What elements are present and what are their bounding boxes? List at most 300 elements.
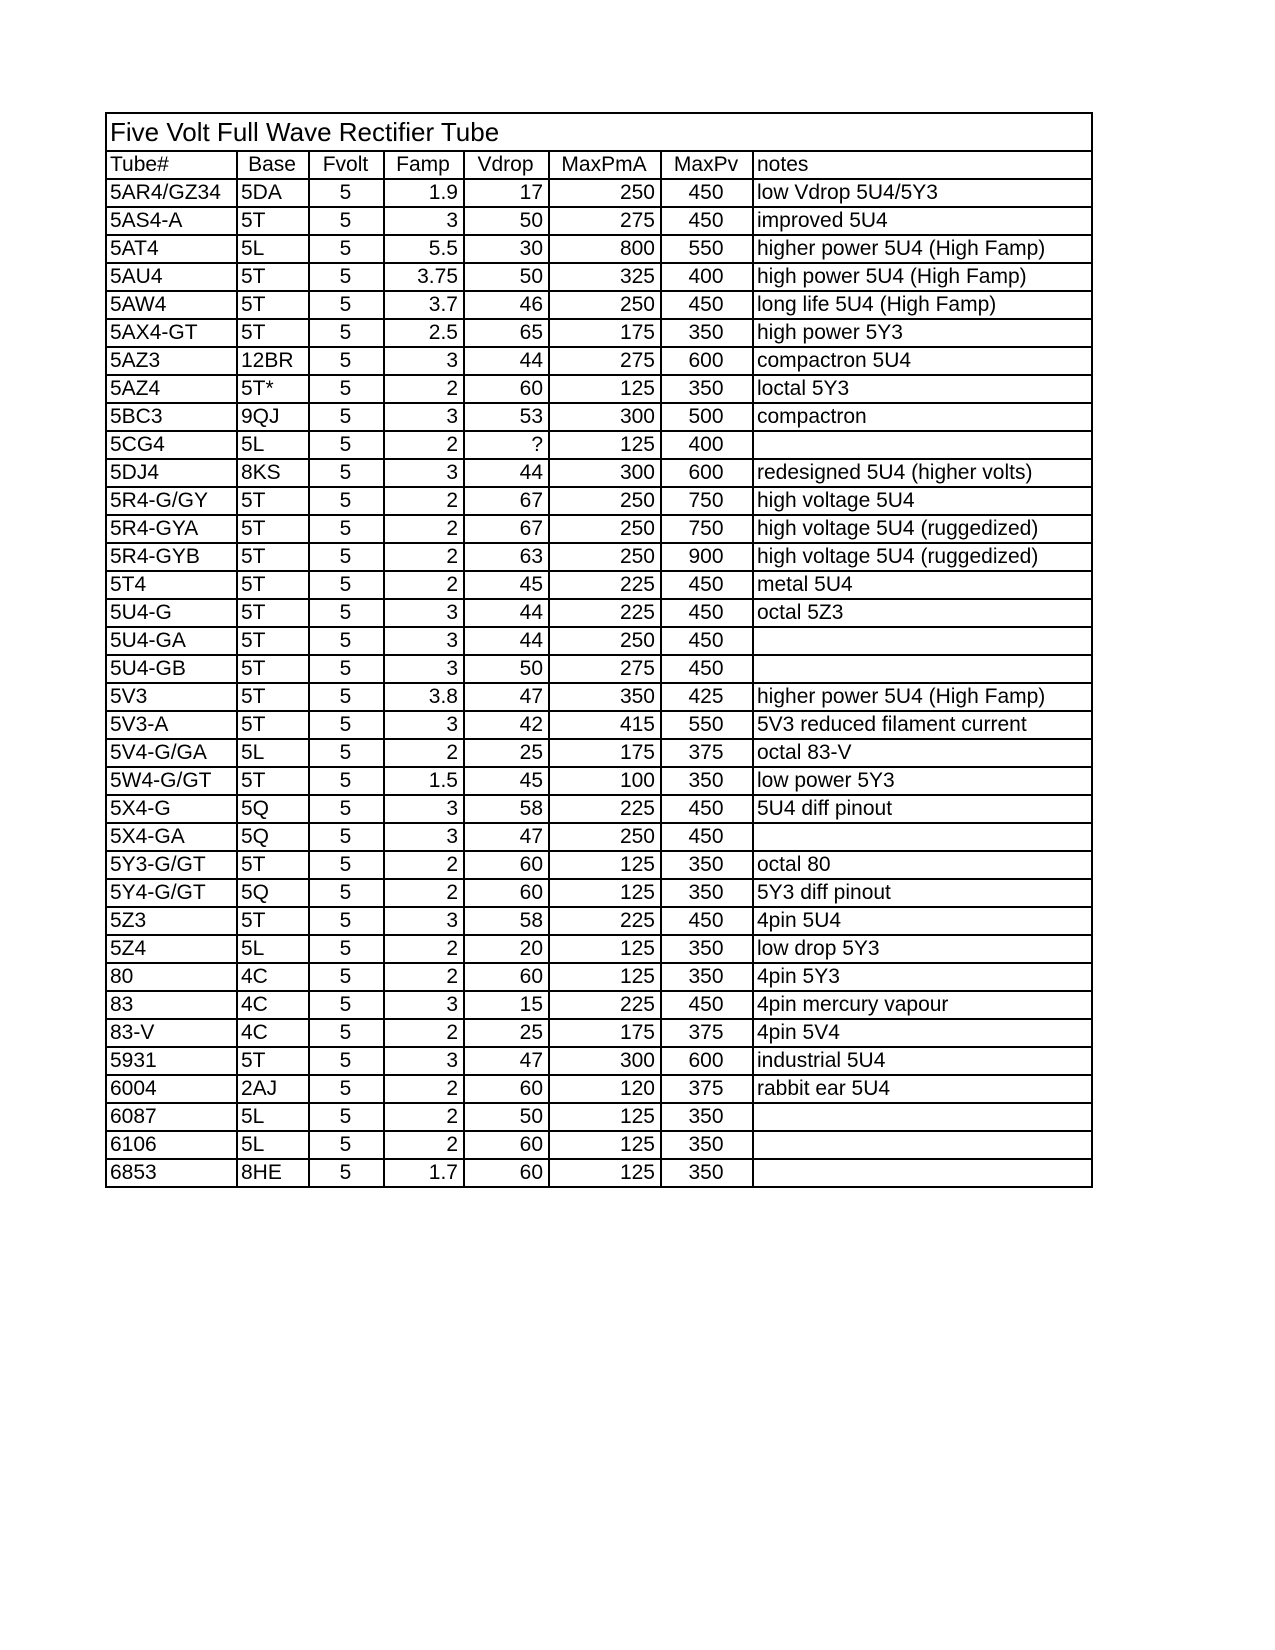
maxpma-cell: 225 [549,599,661,627]
vdrop-cell: 20 [464,935,549,963]
notes-cell: 4pin 5U4 [753,907,1092,935]
fvolt-cell: 5 [309,459,384,487]
fvolt-cell: 5 [309,543,384,571]
maxpv-cell: 600 [661,347,753,375]
vdrop-cell: 58 [464,795,549,823]
vdrop-cell: 50 [464,207,549,235]
col-header-tube: Tube# [106,151,237,179]
maxpv-cell: 600 [661,459,753,487]
notes-cell: 5V3 reduced filament current [753,711,1092,739]
maxpma-cell: 250 [549,627,661,655]
col-header-fvolt: Fvolt [309,151,384,179]
base-cell: 4C [237,991,309,1019]
base-cell: 5L [237,235,309,263]
tube-cell: 5U4-GB [106,655,237,683]
maxpma-cell: 175 [549,739,661,767]
notes-cell: 5U4 diff pinout [753,795,1092,823]
tube-cell: 5AR4/GZ34 [106,179,237,207]
table-row [106,711,1092,739]
maxpv-cell: 450 [661,795,753,823]
tube-cell: 5DJ4 [106,459,237,487]
table-row [106,263,1092,291]
fvolt-cell: 5 [309,431,384,459]
table-row [106,459,1092,487]
famp-cell: 5.5 [384,235,464,263]
table-row [106,543,1092,571]
famp-cell: 2 [384,1103,464,1131]
vdrop-cell: 47 [464,823,549,851]
vdrop-cell: 60 [464,375,549,403]
col-header-maxpv: MaxPv [661,151,753,179]
vdrop-cell: 50 [464,1103,549,1131]
tube-cell: 5R4-GYB [106,543,237,571]
tube-cell: 6106 [106,1131,237,1159]
table-row [106,571,1092,599]
tube-cell: 5W4-G/GT [106,767,237,795]
vdrop-cell: 50 [464,655,549,683]
base-cell: 5T [237,767,309,795]
vdrop-cell: ? [464,431,549,459]
fvolt-cell: 5 [309,375,384,403]
tube-cell: 5Y4-G/GT [106,879,237,907]
base-cell: 4C [237,1019,309,1047]
notes-cell: high power 5Y3 [753,319,1092,347]
table-row [106,319,1092,347]
vdrop-cell: 67 [464,515,549,543]
maxpma-cell: 125 [549,851,661,879]
base-cell: 5T* [237,375,309,403]
notes-cell: high voltage 5U4 (ruggedized) [753,515,1092,543]
notes-cell: high power 5U4 (High Famp) [753,263,1092,291]
vdrop-cell: 50 [464,263,549,291]
famp-cell: 2 [384,1131,464,1159]
tube-cell: 5U4-G [106,599,237,627]
maxpma-cell: 125 [549,1159,661,1187]
maxpma-cell: 415 [549,711,661,739]
maxpma-cell: 325 [549,263,661,291]
table-row [106,739,1092,767]
maxpv-cell: 750 [661,515,753,543]
tube-cell: 5X4-GA [106,823,237,851]
vdrop-cell: 44 [464,347,549,375]
maxpma-cell: 125 [549,431,661,459]
famp-cell: 2 [384,851,464,879]
notes-cell [753,431,1092,459]
table-row [106,515,1092,543]
header-row [106,151,1092,179]
fvolt-cell: 5 [309,1047,384,1075]
table-row [106,487,1092,515]
maxpv-cell: 350 [661,963,753,991]
fvolt-cell: 5 [309,515,384,543]
famp-cell: 3 [384,599,464,627]
vdrop-cell: 44 [464,627,549,655]
base-cell: 5T [237,599,309,627]
notes-cell [753,1159,1092,1187]
base-cell: 5L [237,935,309,963]
maxpma-cell: 250 [549,487,661,515]
vdrop-cell: 60 [464,1075,549,1103]
notes-cell [753,655,1092,683]
notes-cell: high voltage 5U4 (ruggedized) [753,543,1092,571]
rectifier-tube-table [105,112,1093,1188]
col-header-notes: notes [753,151,1092,179]
notes-cell: 4pin mercury vapour [753,991,1092,1019]
table-row [106,655,1092,683]
notes-cell: 4pin 5Y3 [753,963,1092,991]
fvolt-cell: 5 [309,347,384,375]
fvolt-cell: 5 [309,1019,384,1047]
fvolt-cell: 5 [309,963,384,991]
vdrop-cell: 44 [464,459,549,487]
maxpma-cell: 275 [549,655,661,683]
maxpv-cell: 450 [661,627,753,655]
famp-cell: 2 [384,543,464,571]
maxpma-cell: 225 [549,795,661,823]
vdrop-cell: 15 [464,991,549,1019]
notes-cell: improved 5U4 [753,207,1092,235]
famp-cell: 3.75 [384,263,464,291]
base-cell: 9QJ [237,403,309,431]
maxpv-cell: 550 [661,711,753,739]
famp-cell: 3.8 [384,683,464,711]
famp-cell: 2 [384,1019,464,1047]
base-cell: 5T [237,487,309,515]
famp-cell: 2 [384,739,464,767]
famp-cell: 3 [384,991,464,1019]
table-row [106,907,1092,935]
famp-cell: 2 [384,1075,464,1103]
base-cell: 8KS [237,459,309,487]
table-row [106,935,1092,963]
vdrop-cell: 46 [464,291,549,319]
table-row [106,795,1092,823]
base-cell: 5T [237,627,309,655]
fvolt-cell: 5 [309,907,384,935]
maxpv-cell: 350 [661,879,753,907]
table-row [106,963,1092,991]
base-cell: 12BR [237,347,309,375]
maxpma-cell: 250 [549,515,661,543]
notes-cell [753,1103,1092,1131]
maxpma-cell: 120 [549,1075,661,1103]
fvolt-cell: 5 [309,291,384,319]
famp-cell: 2 [384,935,464,963]
notes-cell: higher power 5U4 (High Famp) [753,683,1092,711]
vdrop-cell: 44 [464,599,549,627]
tube-cell: 5AW4 [106,291,237,319]
base-cell: 4C [237,963,309,991]
base-cell: 5T [237,207,309,235]
table-row [106,1047,1092,1075]
tube-cell: 5R4-GYA [106,515,237,543]
table-row [106,1159,1092,1187]
base-cell: 5Q [237,795,309,823]
table-body [106,179,1092,1187]
fvolt-cell: 5 [309,935,384,963]
maxpv-cell: 400 [661,431,753,459]
table-title: Five Volt Full Wave Rectifier Tube [105,112,1093,150]
maxpv-cell: 900 [661,543,753,571]
notes-cell: high voltage 5U4 [753,487,1092,515]
table-row [106,683,1092,711]
maxpv-cell: 425 [661,683,753,711]
vdrop-cell: 67 [464,487,549,515]
notes-cell: low Vdrop 5U4/5Y3 [753,179,1092,207]
maxpv-cell: 350 [661,319,753,347]
maxpv-cell: 350 [661,1131,753,1159]
vdrop-cell: 25 [464,1019,549,1047]
famp-cell: 3 [384,907,464,935]
fvolt-cell: 5 [309,1075,384,1103]
table-row [106,207,1092,235]
table-row [106,1131,1092,1159]
fvolt-cell: 5 [309,319,384,347]
fvolt-cell: 5 [309,739,384,767]
notes-cell: compactron 5U4 [753,347,1092,375]
maxpv-cell: 350 [661,1103,753,1131]
notes-cell [753,1131,1092,1159]
fvolt-cell: 5 [309,1131,384,1159]
fvolt-cell: 5 [309,823,384,851]
tube-cell: 5Z4 [106,935,237,963]
maxpma-cell: 250 [549,543,661,571]
vdrop-cell: 47 [464,1047,549,1075]
base-cell: 8HE [237,1159,309,1187]
vdrop-cell: 60 [464,851,549,879]
maxpma-cell: 125 [549,963,661,991]
notes-cell: low drop 5Y3 [753,935,1092,963]
famp-cell: 1.7 [384,1159,464,1187]
maxpv-cell: 350 [661,935,753,963]
maxpma-cell: 300 [549,403,661,431]
vdrop-cell: 65 [464,319,549,347]
famp-cell: 2 [384,879,464,907]
base-cell: 5L [237,1131,309,1159]
vdrop-cell: 47 [464,683,549,711]
maxpma-cell: 125 [549,879,661,907]
notes-cell: redesigned 5U4 (higher volts) [753,459,1092,487]
table-row [106,403,1092,431]
notes-cell: octal 83-V [753,739,1092,767]
maxpma-cell: 275 [549,207,661,235]
fvolt-cell: 5 [309,879,384,907]
fvolt-cell: 5 [309,179,384,207]
tube-cell: 5V3-A [106,711,237,739]
table-row [106,627,1092,655]
maxpma-cell: 225 [549,991,661,1019]
col-header-famp: Famp [384,151,464,179]
maxpv-cell: 750 [661,487,753,515]
famp-cell: 2 [384,515,464,543]
maxpma-cell: 125 [549,375,661,403]
vdrop-cell: 60 [464,963,549,991]
famp-cell: 3 [384,459,464,487]
base-cell: 5DA [237,179,309,207]
maxpma-cell: 100 [549,767,661,795]
maxpma-cell: 800 [549,235,661,263]
famp-cell: 3 [384,403,464,431]
fvolt-cell: 5 [309,599,384,627]
notes-cell: 4pin 5V4 [753,1019,1092,1047]
vdrop-cell: 45 [464,571,549,599]
fvolt-cell: 5 [309,711,384,739]
maxpma-cell: 175 [549,319,661,347]
table-row [106,1103,1092,1131]
maxpv-cell: 375 [661,1019,753,1047]
maxpv-cell: 450 [661,907,753,935]
maxpma-cell: 350 [549,683,661,711]
fvolt-cell: 5 [309,683,384,711]
famp-cell: 3 [384,655,464,683]
maxpma-cell: 125 [549,935,661,963]
tube-cell: 5AZ4 [106,375,237,403]
notes-cell: octal 80 [753,851,1092,879]
maxpv-cell: 450 [661,571,753,599]
base-cell: 5Q [237,823,309,851]
maxpma-cell: 125 [549,1103,661,1131]
famp-cell: 3 [384,795,464,823]
base-cell: 5T [237,851,309,879]
famp-cell: 2 [384,431,464,459]
tube-cell: 5T4 [106,571,237,599]
vdrop-cell: 53 [464,403,549,431]
tube-cell: 5AZ3 [106,347,237,375]
tube-cell: 5BC3 [106,403,237,431]
base-cell: 5T [237,1047,309,1075]
maxpma-cell: 225 [549,907,661,935]
fvolt-cell: 5 [309,627,384,655]
notes-cell: octal 5Z3 [753,599,1092,627]
maxpma-cell: 250 [549,823,661,851]
col-header-base: Base [237,151,309,179]
fvolt-cell: 5 [309,235,384,263]
base-cell: 5T [237,571,309,599]
tube-cell: 83 [106,991,237,1019]
base-cell: 5Q [237,879,309,907]
maxpv-cell: 350 [661,375,753,403]
maxpma-cell: 275 [549,347,661,375]
maxpv-cell: 450 [661,179,753,207]
fvolt-cell: 5 [309,767,384,795]
notes-cell: loctal 5Y3 [753,375,1092,403]
notes-cell: compactron [753,403,1092,431]
tube-cell: 5AX4-GT [106,319,237,347]
famp-cell: 1.5 [384,767,464,795]
vdrop-cell: 60 [464,1159,549,1187]
fvolt-cell: 5 [309,571,384,599]
table-row [106,879,1092,907]
maxpv-cell: 600 [661,1047,753,1075]
famp-cell: 3 [384,207,464,235]
fvolt-cell: 5 [309,1159,384,1187]
maxpv-cell: 350 [661,1159,753,1187]
table-row [106,1019,1092,1047]
base-cell: 5T [237,291,309,319]
maxpma-cell: 300 [549,459,661,487]
notes-cell: long life 5U4 (High Famp) [753,291,1092,319]
vdrop-cell: 42 [464,711,549,739]
maxpma-cell: 250 [549,179,661,207]
tube-cell: 80 [106,963,237,991]
tube-cell: 5CG4 [106,431,237,459]
base-cell: 5T [237,655,309,683]
famp-cell: 2 [384,375,464,403]
maxpv-cell: 375 [661,739,753,767]
famp-cell: 3 [384,823,464,851]
vdrop-cell: 30 [464,235,549,263]
col-header-maxpma: MaxPmA [549,151,661,179]
base-cell: 5T [237,263,309,291]
maxpv-cell: 450 [661,823,753,851]
vdrop-cell: 25 [464,739,549,767]
maxpma-cell: 175 [549,1019,661,1047]
vdrop-cell: 60 [464,879,549,907]
maxpma-cell: 250 [549,291,661,319]
maxpv-cell: 450 [661,207,753,235]
tube-cell: 5X4-G [106,795,237,823]
maxpv-cell: 350 [661,767,753,795]
notes-cell: metal 5U4 [753,571,1092,599]
tube-cell: 5931 [106,1047,237,1075]
maxpma-cell: 225 [549,571,661,599]
tube-cell: 5AS4-A [106,207,237,235]
maxpv-cell: 550 [661,235,753,263]
maxpv-cell: 400 [661,263,753,291]
notes-cell: 5Y3 diff pinout [753,879,1092,907]
vdrop-cell: 60 [464,1131,549,1159]
tube-cell: 5AT4 [106,235,237,263]
base-cell: 5T [237,543,309,571]
tube-cell: 5Y3-G/GT [106,851,237,879]
base-cell: 5L [237,431,309,459]
base-cell: 5L [237,1103,309,1131]
base-cell: 5T [237,319,309,347]
tube-cell: 6087 [106,1103,237,1131]
fvolt-cell: 5 [309,263,384,291]
table-row [106,1075,1092,1103]
table-row [106,179,1092,207]
fvolt-cell: 5 [309,1103,384,1131]
famp-cell: 3 [384,627,464,655]
maxpma-cell: 300 [549,1047,661,1075]
notes-cell [753,627,1092,655]
table-row [106,599,1092,627]
maxpv-cell: 450 [661,291,753,319]
maxpv-cell: 350 [661,851,753,879]
notes-cell: industrial 5U4 [753,1047,1092,1075]
table-row [106,235,1092,263]
maxpv-cell: 450 [661,655,753,683]
tube-cell: 5U4-GA [106,627,237,655]
fvolt-cell: 5 [309,207,384,235]
base-cell: 5T [237,711,309,739]
famp-cell: 1.9 [384,179,464,207]
famp-cell: 3 [384,1047,464,1075]
table-row [106,347,1092,375]
tube-cell: 5R4-G/GY [106,487,237,515]
notes-cell: rabbit ear 5U4 [753,1075,1092,1103]
notes-cell [753,823,1092,851]
table-row [106,991,1092,1019]
table-row [106,375,1092,403]
tube-cell: 6004 [106,1075,237,1103]
base-cell: 5T [237,515,309,543]
table-row [106,767,1092,795]
fvolt-cell: 5 [309,487,384,515]
tube-cell: 5AU4 [106,263,237,291]
tube-cell: 5V3 [106,683,237,711]
